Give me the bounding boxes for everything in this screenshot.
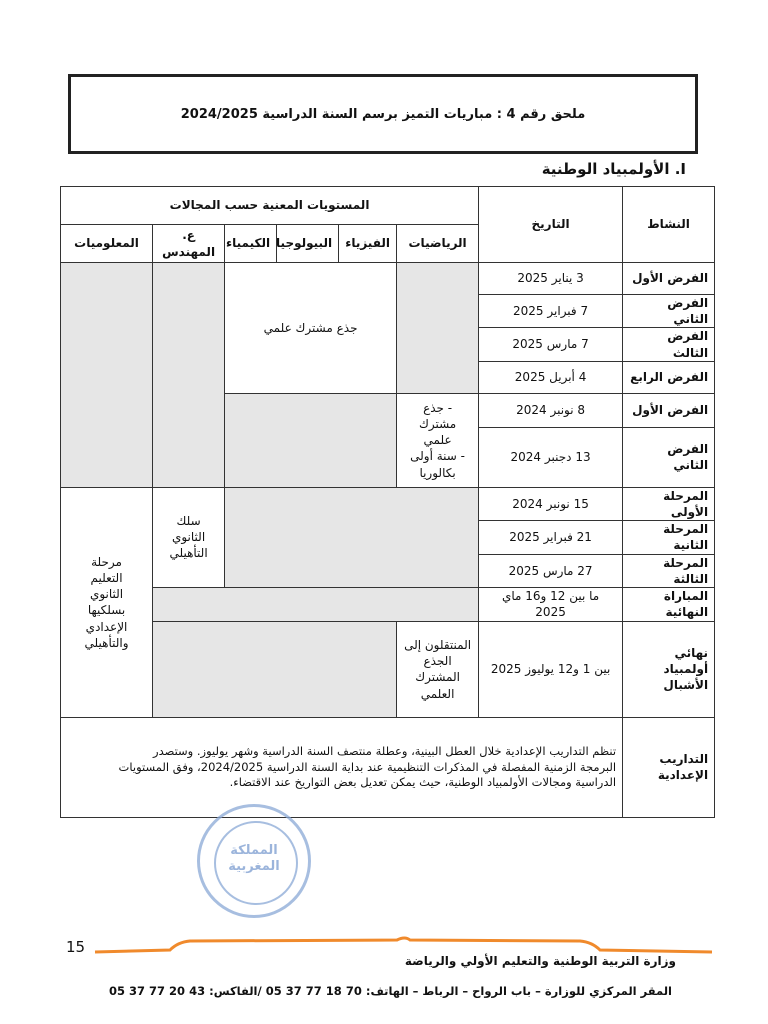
row-date: ما بين 12 و16 ماي 2025 [479,587,623,621]
field-engineering: ع. المهندس [153,225,225,263]
final-cell-empty [153,587,479,621]
field-chemistry: الكيمياء [225,225,277,263]
row-activity: الفرض الثالث [623,328,715,361]
row-activity: الفرض الثاني [623,427,715,487]
common-core-cell [225,263,397,394]
page-number: 15 [66,938,86,956]
math-level-line: - سنة أولى [410,449,465,464]
prep-text-cell [61,717,623,817]
cubs-level-line: الجذع [423,654,452,669]
prep-text-line: البرمجة الزمنية المفصلة في المذكرات التنظيمية عند بداية السنة الدراسية 2024/2025، وفق المستويات [118,759,617,774]
prep-text-line: الدراسية ومجالات الأولمبياد الوطنية، حيث يمكن تعديل بعض التواريخ عند الاقتضاء. [229,775,617,790]
field-biology: البيولوجيا [277,225,339,263]
row-activity: المباراة النهائية [623,587,715,621]
row-date: 27 مارس 2025 [479,554,623,587]
field-physics: الفيزياء [339,225,397,263]
row-date: 21 فبراير 2025 [479,521,623,554]
prep-text-line: تنظم التداريب الإعدادية خلال العطل البينية، وعطلة منتصف السنة الدراسية وشهر يوليوز. وستصدر [153,744,617,759]
row-date: 15 نونبر 2024 [479,487,623,520]
stamp-line: المغربية [228,859,280,875]
stamp-text [200,843,308,876]
row-date: 7 فبراير 2025 [479,295,623,328]
section-heading: I. الأولمبياد الوطنية [541,160,686,178]
cubs-level-line: المنتقلون إلى [404,638,472,652]
prep-label-line: التداريب [659,752,709,767]
math-cell-empty [397,263,479,394]
annex-title: ملحق رقم 4 : مباريات التميز برسم السنة الدراسية 2024/2025 [180,106,586,122]
engineering-level-line: سلك [176,514,201,529]
footer-address: المقر المركزي للوزارة – باب الرواح – الرباط – الهاتف: 70 18 77 37 05 /الفاكس: 43 20 77 37 05 [108,984,672,998]
row-activity: المرحلة الثالثة [623,554,715,587]
olympiad-table [60,186,715,818]
header-activity: النشاط [623,187,715,263]
stages-cell-empty [225,487,479,587]
row-date: 7 مارس 2025 [479,328,623,361]
annex-title-box [68,74,698,154]
footer-ministry: وزارة التربية الوطنية والتعليم الأولي والرياضة [404,954,676,968]
row-date: 8 نونبر 2024 [479,393,623,427]
common-core-label: جذع مشترك علمي [263,320,358,335]
row-activity: الفرض الثاني [623,295,715,328]
math-level-line: - جذع [423,400,453,415]
row-activity: المرحلة الثانية [623,521,715,554]
field-informatics: المعلوميات [61,225,153,263]
row-activity: الفرض الرابع [623,361,715,393]
informatics-level-cell [61,487,153,717]
informatics-level-line: الإعدادي [85,619,128,634]
field-math: الرياضيات [397,225,479,263]
informatics-cell-empty [61,263,153,488]
cubs-cell-empty [153,621,397,717]
engineering-cell-empty [153,263,225,488]
prep-label-line: الإعدادية [657,768,709,783]
header-date: التاريخ [479,187,623,263]
informatics-level-line: التعليم [90,570,123,585]
math-level-line: بكالوريا [419,465,456,480]
row-activity: الفرض الأول [623,263,715,295]
engineering-level-line: التأهيلي [169,546,208,561]
cubs-level-cell [397,621,479,717]
prep-label-cell [623,717,715,817]
math-level-line: مشترك علمي [418,416,457,448]
stamp-line: المملكة [230,843,278,858]
informatics-level-line: والتأهيلي [84,635,129,650]
cubs-level-line: العلمي [420,686,455,701]
row-activity: الفرض الأول [623,393,715,427]
informatics-level-line: مرحلة [91,554,122,569]
header-levels: المستويات المعنية حسب المجالات [61,187,479,225]
cubs-level-line: المشترك [415,670,460,685]
row-date: بين 1 و12 يوليوز 2025 [479,621,623,717]
informatics-level-line: الثانوي [89,587,124,602]
informatics-level-line: بسلكيها [87,603,126,618]
row-date: 13 دجنبر 2024 [479,427,623,487]
row-activity: المرحلة الأولى [623,487,715,520]
row-date: 3 يناير 2025 [479,263,623,295]
row-activity: نهائي أولمبياد الأشبال [623,621,715,717]
row-date: 4 أبريل 2025 [479,361,623,393]
sciences-cell-empty [225,393,397,487]
engineering-level-line: الثانوي [171,530,206,545]
engineering-level-cell [153,487,225,587]
math-level-cell [397,393,479,487]
ministry-stamp [197,804,311,918]
